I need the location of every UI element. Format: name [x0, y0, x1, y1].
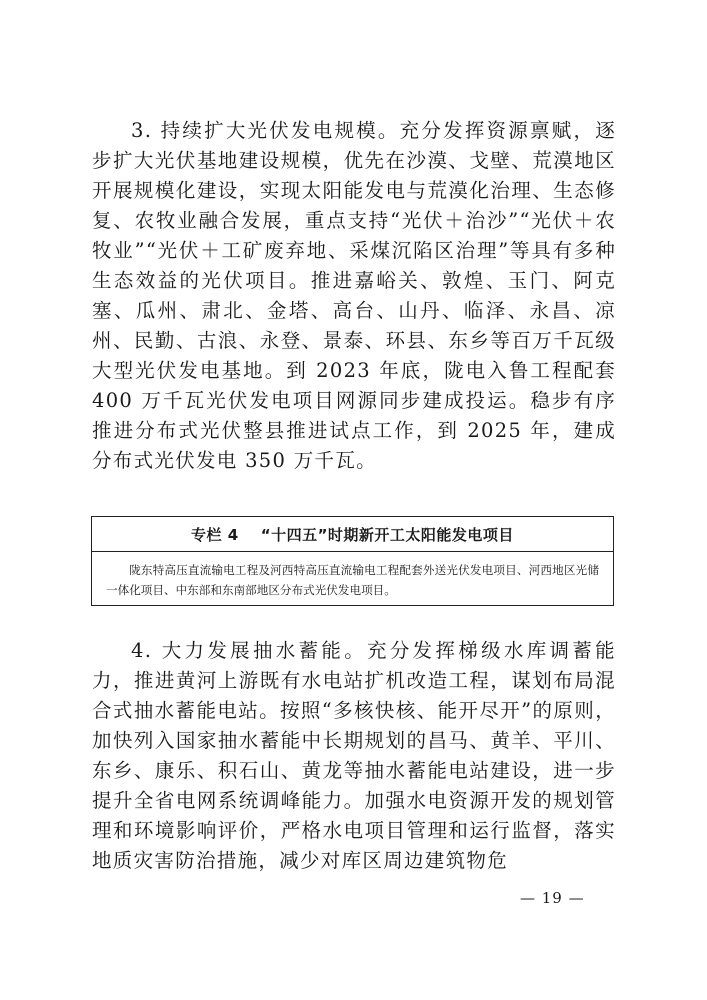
section-3-paragraph: 3. 持续扩大光伏发电规模。充分发挥资源禀赋，逐步扩大光伏基地建设规模，优先在沙漠、戈壁、荒漠地区开展规模化建设，实现太阳能发电与荒漠化治理、生态修复、农牧业融合发展，重点支持“光伏＋治沙”“光伏＋农牧业”“光伏＋工矿废弃地、采煤沉陷区治理”等具有多种生态效益的光伏项目。推进嘉峪关、敦煌、玉门、阿克塞、瓜州、肃北、金塔、高台、山丹、临泽、永昌、凉州、民勤、古浪、永登、景泰、环县、东乡等百万千瓦级大型光伏发电基地。到 2023 年底，陇电入鲁工程配套 400 万千瓦光伏发电项目网源同步建成投运。稳步有序推进分布式光伏整县推进试点工作，到 2025 年，建成分布式光伏发电 350 万千瓦。: [92, 119, 616, 472]
column-box: [91, 516, 614, 606]
page-number: — 19 —: [520, 889, 585, 907]
column-box-title: “十四五”时期新开工太阳能发电项目: [260, 525, 514, 544]
column-box-label: 专栏 4: [191, 525, 239, 544]
column-box-content: 陇东特高压直流输电工程及河西特高压直流输电工程配套外送光伏发电项目、河西地区光储一体化项目、中东部和东南部地区分布式光伏发电项目。: [106, 563, 599, 597]
column-box-header: [92, 517, 613, 552]
section-4-paragraph: 4. 大力发展抽水蓄能。充分发挥梯级水库调蓄能力，推进黄河上游既有水电站扩机改造工程，谋划布局混合式抽水蓄能电站。按照“多核快核、能开尽开”的原则，加快列入国家抽水蓄能中长期规划的昌马、黄羊、平川、东乡、康乐、积石山、黄龙等抽水蓄能电站建设，进一步提升全省电网系统调峰能力。加强水电资源开发的规划管理和环境影响评价，严格水电项目管理和运行监督，落实地质灾害防治措施，减少对库区周边建筑物危: [92, 639, 616, 872]
